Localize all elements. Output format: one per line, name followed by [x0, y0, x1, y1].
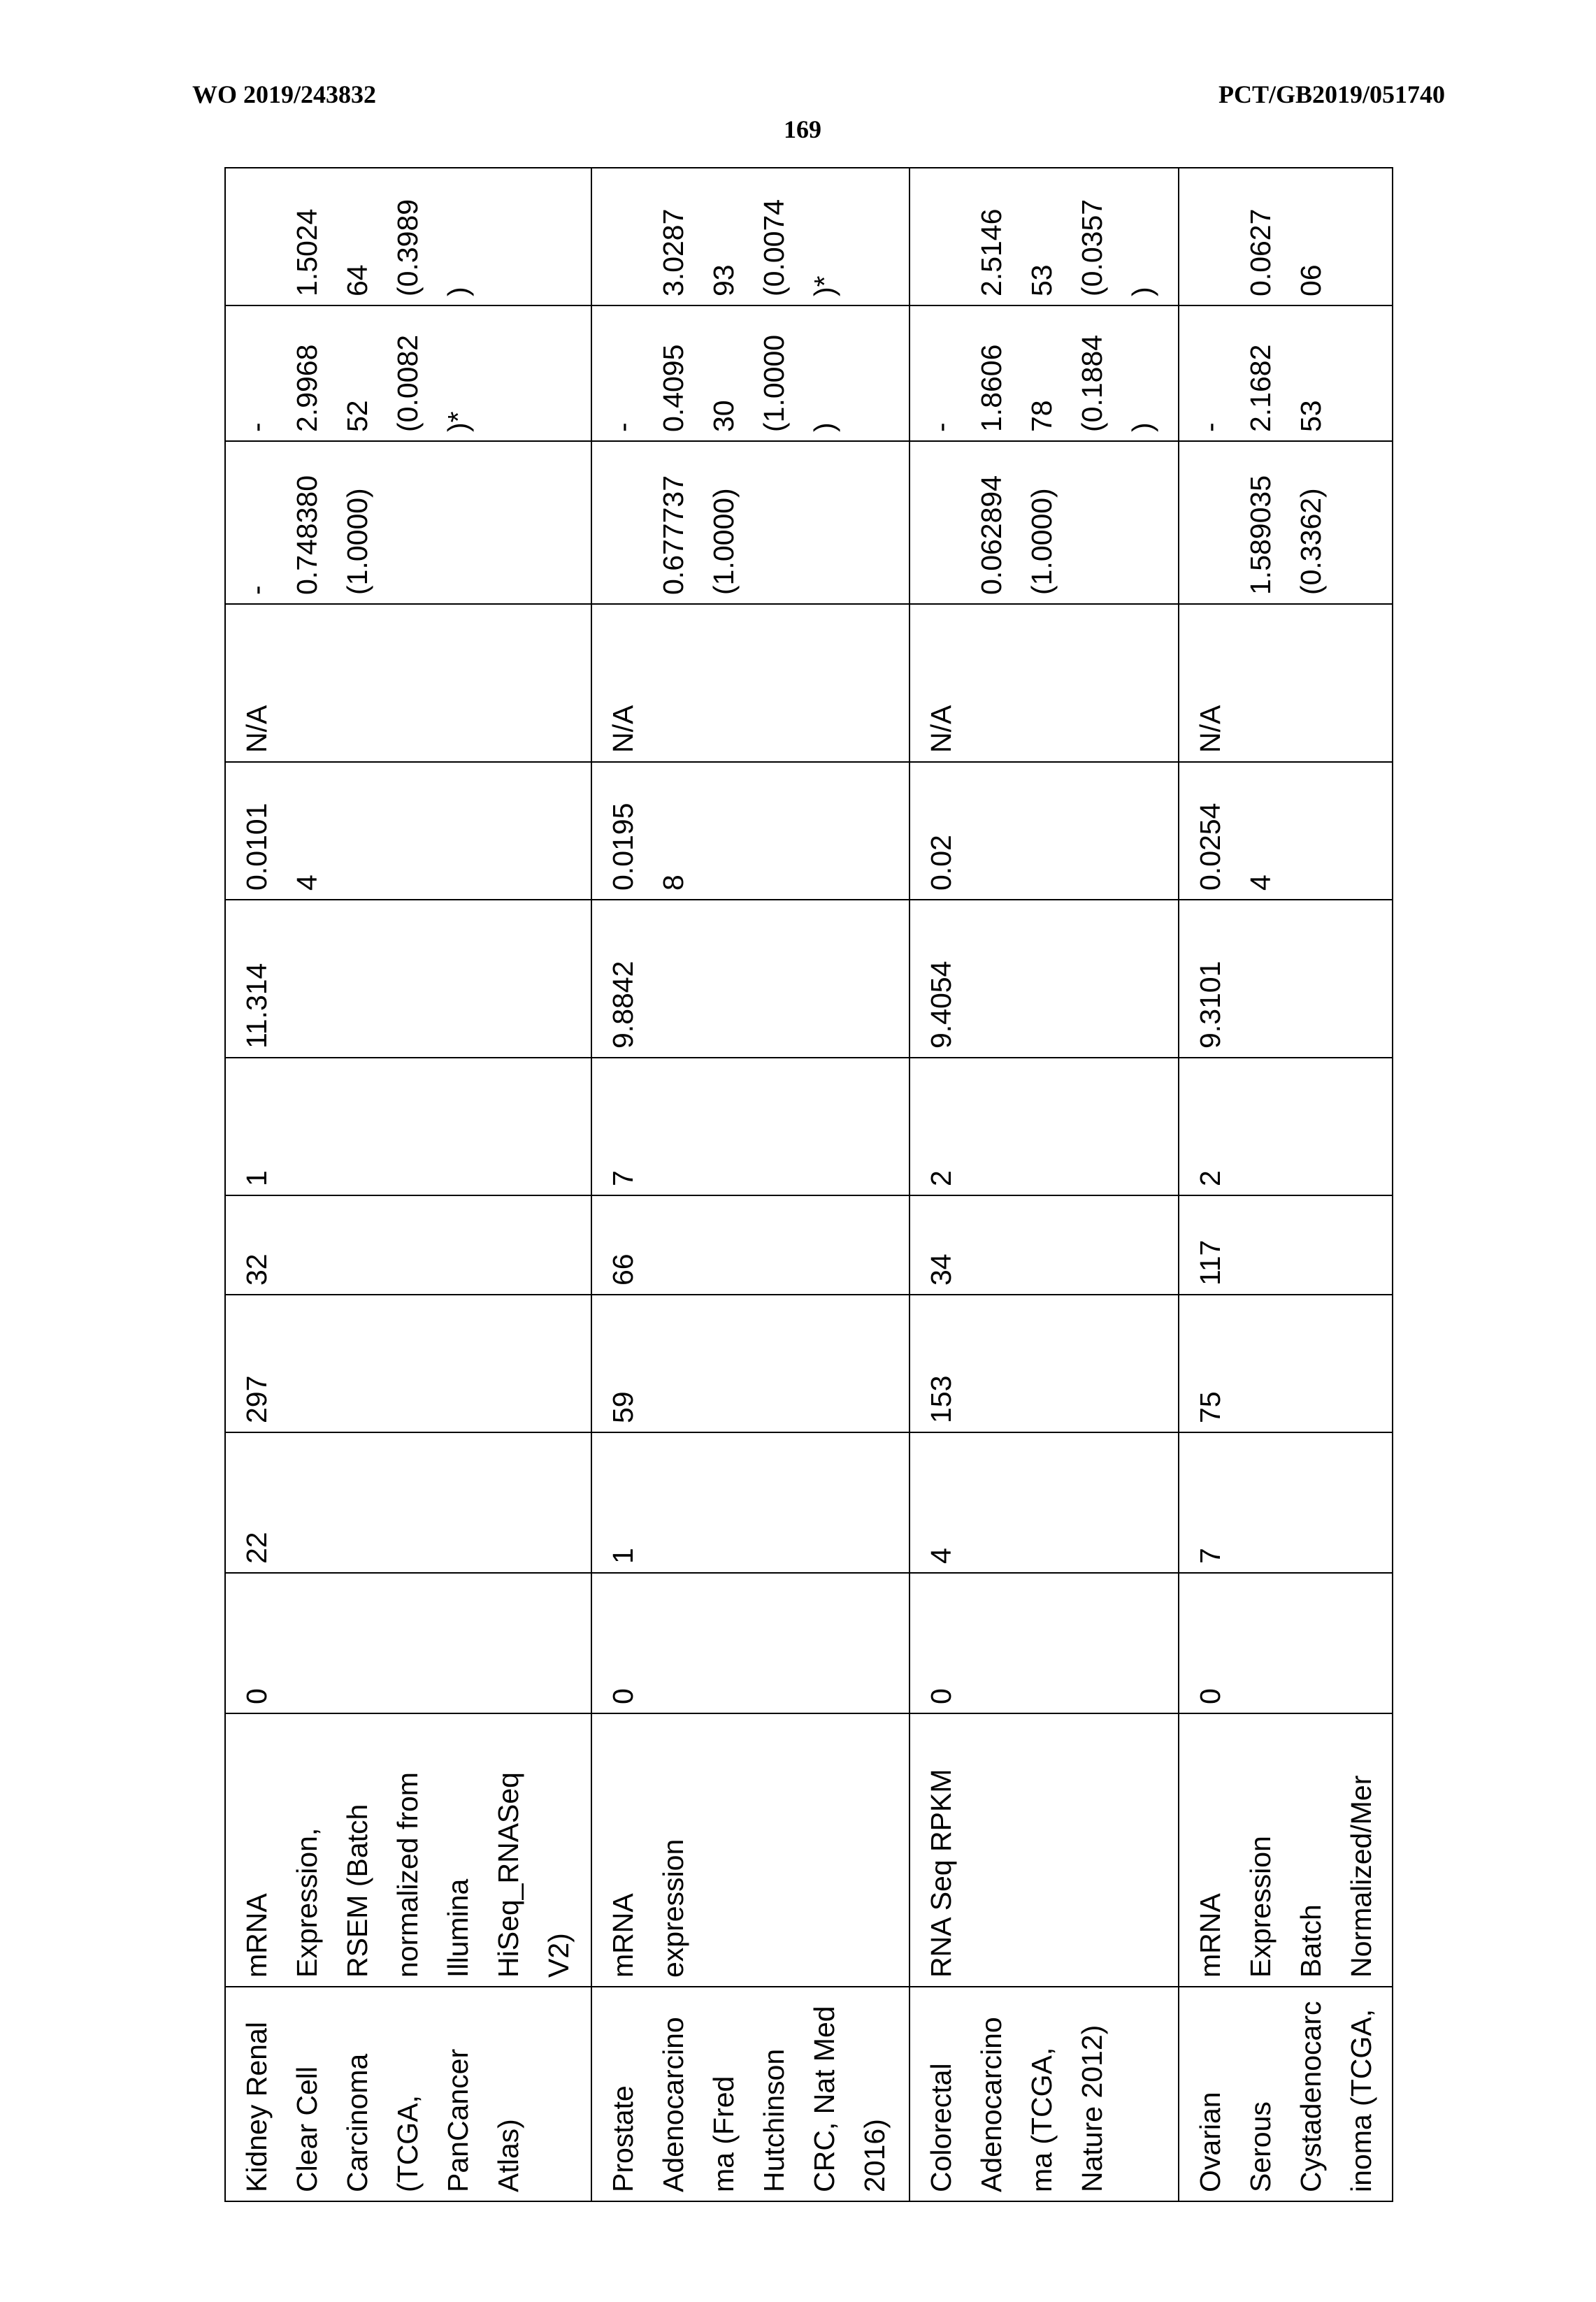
value-cell: 2.5146 53 (0.0357 ) — [910, 168, 1179, 305]
value-cell: 0.0627 06 — [1179, 168, 1393, 305]
value-cell: 7 — [591, 1058, 910, 1195]
publication-number: WO 2019/243832 — [192, 80, 376, 109]
value-cell: 7 — [1179, 1432, 1393, 1573]
value-cell: 2 — [1179, 1058, 1393, 1195]
value-cell: - 2.9968 52 (0.0082 )* — [225, 305, 591, 441]
value-cell: 32 — [225, 1195, 591, 1295]
value-cell: 1.5024 64 (0.3989 ) — [225, 168, 591, 305]
data-type-cell: mRNA expression — [591, 1713, 910, 1987]
value-cell: 9.8842 — [591, 900, 910, 1058]
value-cell: N/A — [591, 604, 910, 762]
value-cell: 117 — [1179, 1195, 1393, 1295]
value-cell: 297 — [225, 1295, 591, 1432]
value-cell: 0.0195 8 — [591, 762, 910, 900]
value-cell: 153 — [910, 1295, 1179, 1432]
value-cell: N/A — [910, 604, 1179, 762]
value-cell: N/A — [1179, 604, 1393, 762]
cancer-type-cell: Colorectal Adenocarcino ma (TCGA, Nature 2012) — [910, 1987, 1179, 2201]
cancer-type-cell: Ovarian Serous Cystadenocarc inoma (TCGA, — [1179, 1987, 1393, 2201]
value-cell: 59 — [591, 1295, 910, 1432]
value-cell: 4 — [910, 1432, 1179, 1573]
value-cell: 9.3101 — [1179, 900, 1393, 1058]
value-cell: 0 — [910, 1573, 1179, 1713]
value-cell: 0.0101 4 — [225, 762, 591, 900]
value-cell: 66 — [591, 1195, 910, 1295]
value-cell: 0 — [591, 1573, 910, 1713]
value-cell: 0.0254 4 — [1179, 762, 1393, 900]
value-cell: - 0.748380 (1.0000) — [225, 441, 591, 604]
data-type-cell: mRNA Expression, RSEM (Batch normalized from Illumina HiSeq_RNASeq V2) — [225, 1713, 591, 1987]
value-cell: 0 — [225, 1573, 591, 1713]
value-cell: 1 — [225, 1058, 591, 1195]
data-table — [224, 167, 1393, 2202]
value-cell: N/A — [225, 604, 591, 762]
value-cell: 1 — [591, 1432, 910, 1573]
value-cell: 1.589035 (0.3362) — [1179, 441, 1393, 604]
table-row — [591, 168, 910, 2201]
value-cell: 22 — [225, 1432, 591, 1573]
value-cell: 11.314 — [225, 900, 591, 1058]
cancer-type-cell: Kidney Renal Clear Cell Carcinoma (TCGA, PanCancer Atlas) — [225, 1987, 591, 2201]
rotated-data-table — [224, 168, 1389, 2202]
data-type-cell: mRNA Expression Batch Normalized/Mer — [1179, 1713, 1393, 1987]
value-cell: 3.0287 93 (0.0074 )* — [591, 168, 910, 305]
value-cell: 0.677737 (1.0000) — [591, 441, 910, 604]
application-number: PCT/GB2019/051740 — [1218, 80, 1445, 109]
table-row — [1179, 168, 1393, 2201]
page-number: 169 — [0, 115, 1596, 144]
value-cell: 2 — [910, 1058, 1179, 1195]
data-type-cell: RNA Seq RPKM — [910, 1713, 1179, 1987]
value-cell: - 2.1682 53 — [1179, 305, 1393, 441]
value-cell: 34 — [910, 1195, 1179, 1295]
value-cell: 0 — [1179, 1573, 1393, 1713]
value-cell: - 0.4095 30 (1.0000 ) — [591, 305, 910, 441]
value-cell: 0.062894 (1.0000) — [910, 441, 1179, 604]
value-cell: 0.02 — [910, 762, 1179, 900]
value-cell: 9.4054 — [910, 900, 1179, 1058]
table-row — [910, 168, 1179, 2201]
table-row — [225, 168, 591, 2201]
value-cell: - 1.8606 78 (0.1884 ) — [910, 305, 1179, 441]
value-cell: 75 — [1179, 1295, 1393, 1432]
cancer-type-cell: Prostate Adenocarcino ma (Fred Hutchinson CRC, Nat Med 2016) — [591, 1987, 910, 2201]
